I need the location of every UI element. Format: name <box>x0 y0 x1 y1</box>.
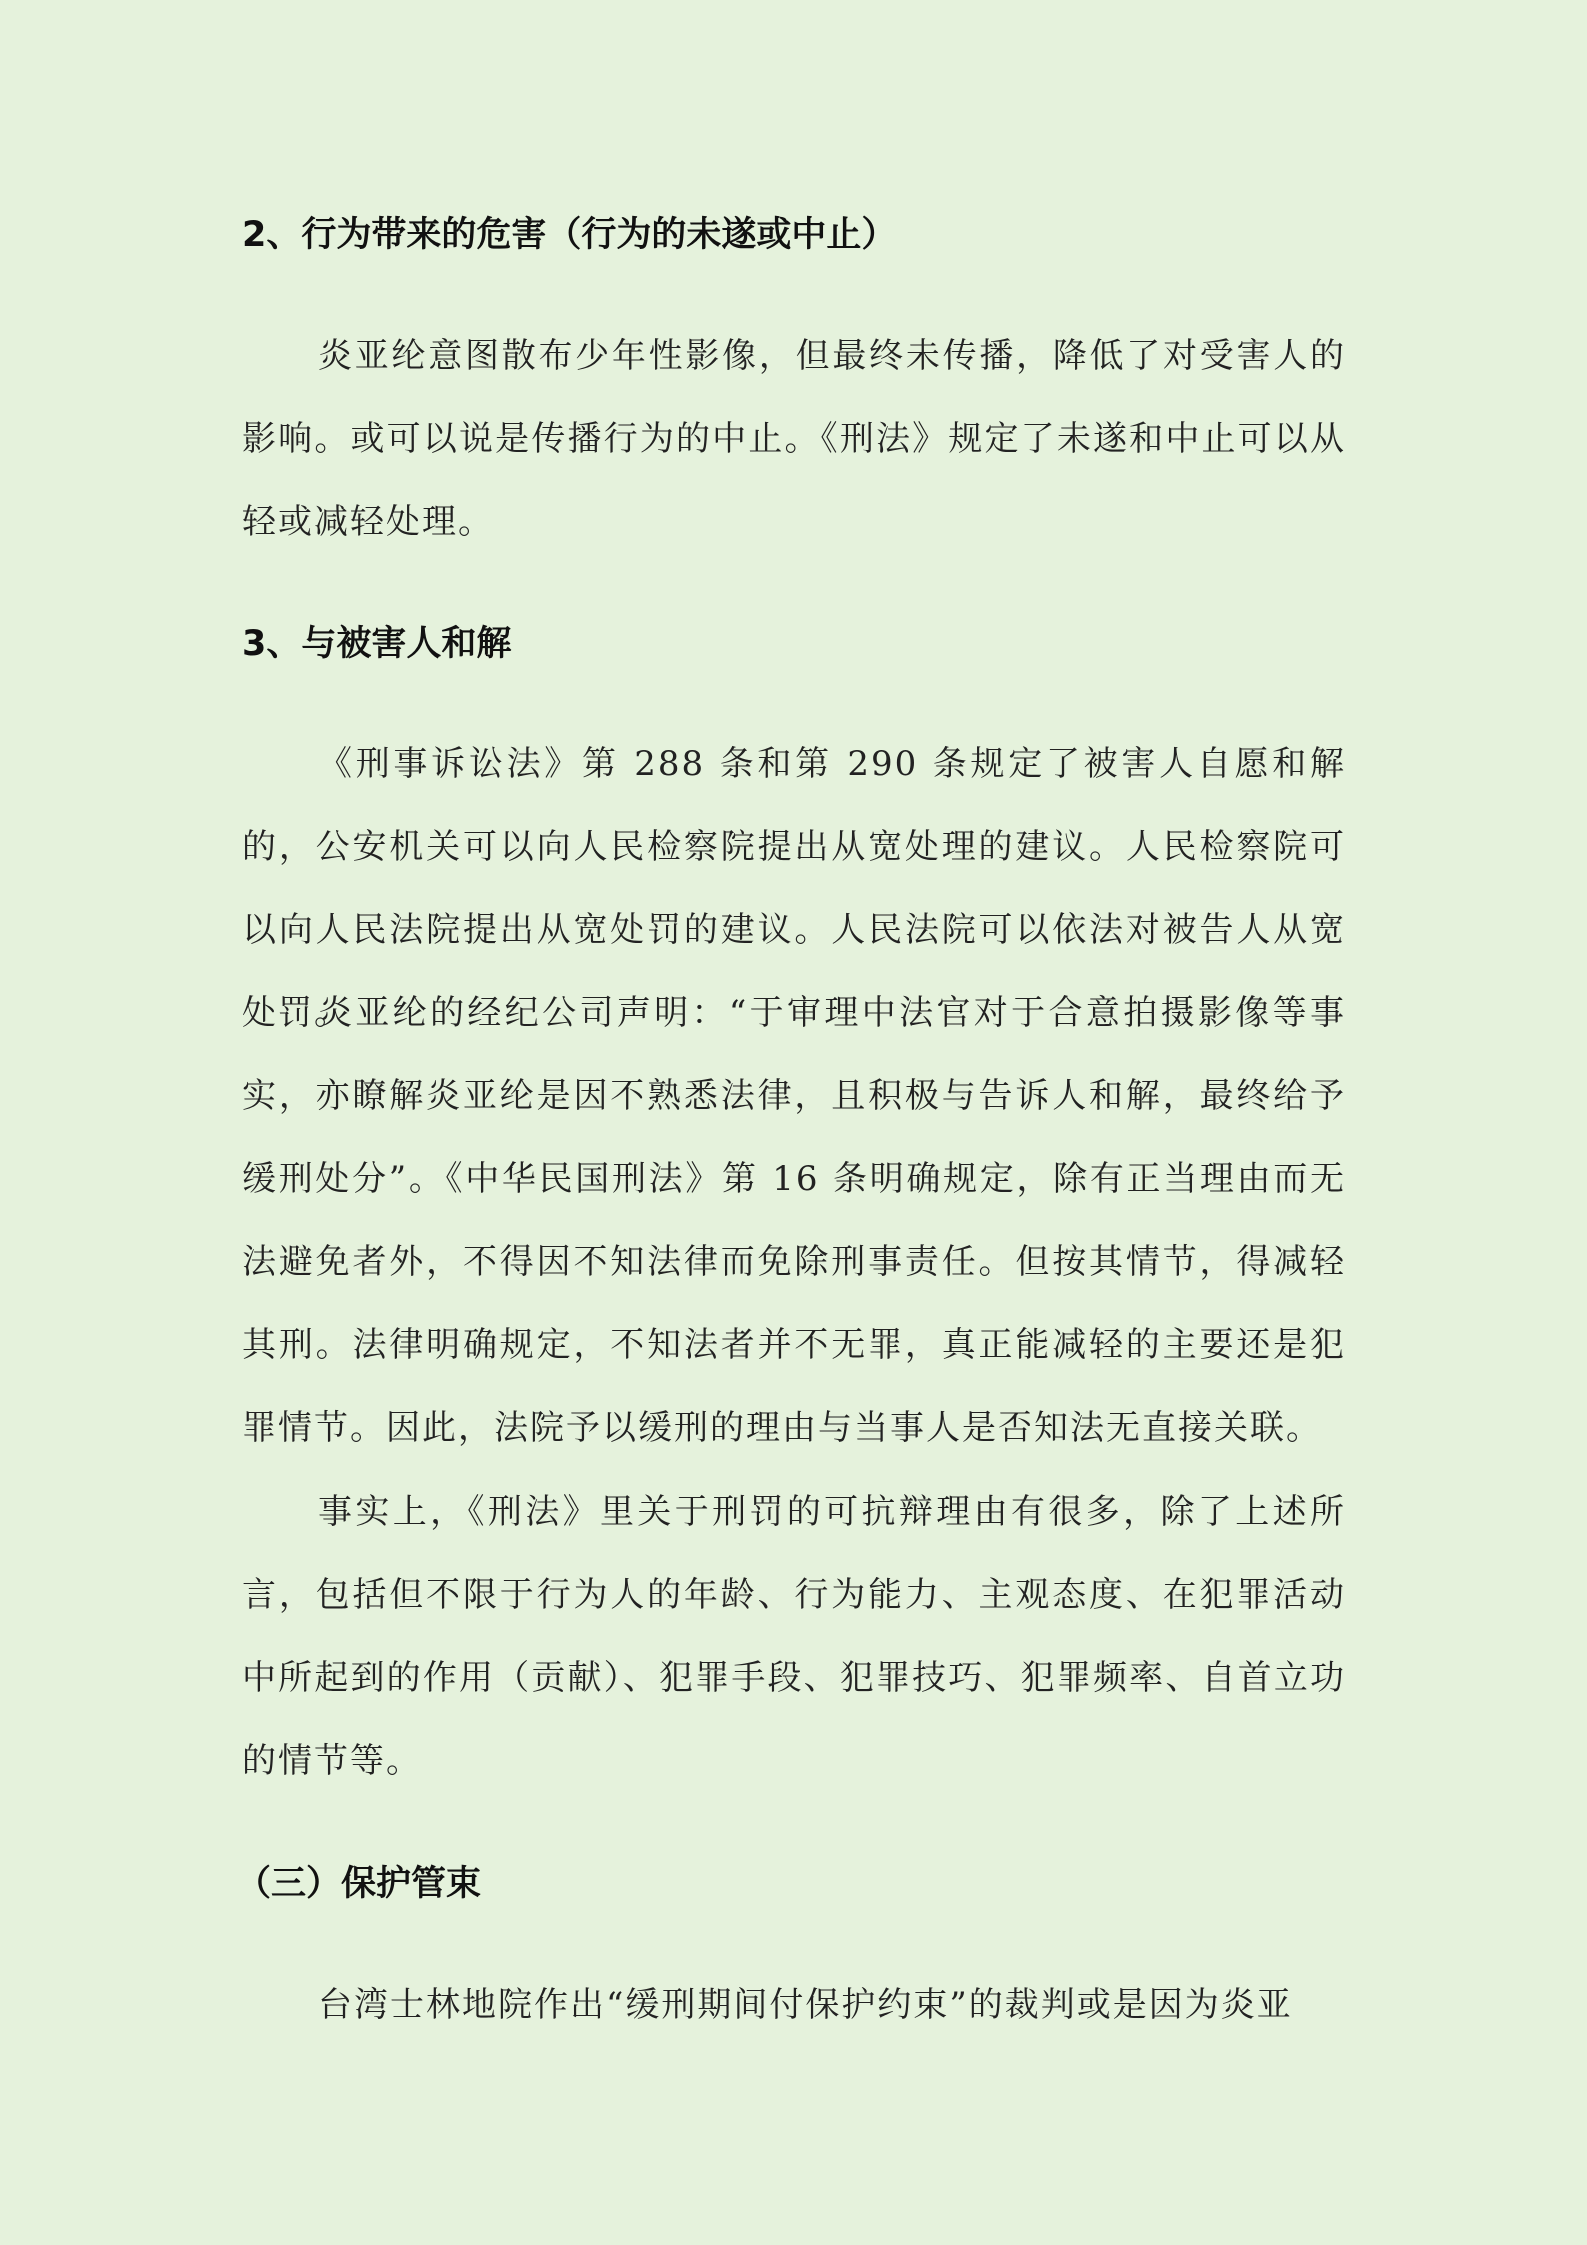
paragraph-probation-ruling: 台湾士林地院作出“缓刑期间付保护约束”的裁判或是因为炎亚 <box>318 1985 1293 2025</box>
paragraph-defense-reasons: 事实上，《刑法》里关于刑罚的可抗辩理由有很多，除了上述所言，包括但不限于行为人的年龄、行为能力、主观态度、在犯罪活动中所起到的作用（贡献）、犯罪手段、犯罪技巧、犯罪频率、自首立功的情节等。 <box>242 1492 1346 1781</box>
paragraph-agency-statement: 炎亚纶的经纪公司声明：“于审理中法官对于合意拍摄影像等事实，亦瞭解炎亚纶是因不熟悉法律，且积极与告诉人和解，最终给予缓刑处分”。《中华民国刑法》第 16 条明确规定，除有正当理由而无法避免者外，不得因不知法律而免除刑事责任。但按其情节，得减轻其刑。法律明确规定，不知法者并不无罪，真正能减轻的主要还是犯罪情节。因此，法院予以缓刑的理由与当事人是否知法无直接关联。 <box>242 993 1346 1448</box>
paragraph-criminal-procedure-law: 《刑事诉讼法》第 288 条和第 290 条规定了被害人自愿和解的，公安机关可以向人民检察院提出从宽处理的建议。人民检察院可以向人民法院提出从宽处罚的建议。人民法院可以依法对被告人从宽处罚。 <box>242 744 1346 1033</box>
heading-harm-of-conduct: 2、行为带来的危害（行为的未遂或中止） <box>242 215 897 255</box>
heading-reconciliation: 3、与被害人和解 <box>242 624 512 664</box>
heading-protective-supervision: （三）保护管束 <box>236 1864 482 1904</box>
paragraph-attempt-abandonment: 炎亚纶意图散布少年性影像，但最终未传播，降低了对受害人的影响。或可以说是传播行为的中止。《刑法》规定了未遂和中止可以从轻或减轻处理。 <box>242 336 1346 542</box>
